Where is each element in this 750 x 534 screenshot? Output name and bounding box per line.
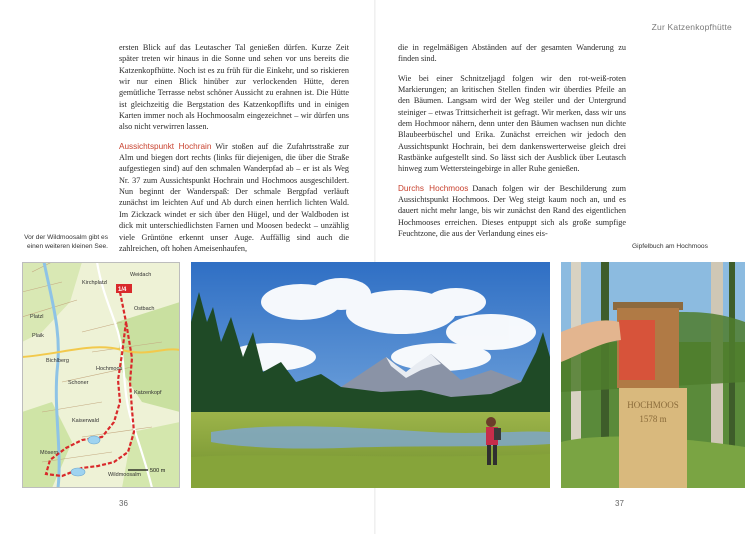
right-paragraph-3 — [398, 183, 626, 240]
left-paragraph-2 — [119, 141, 349, 254]
caption-left: Vor der Wildmoosalm gibt es einen weiteren kleinen See. — [24, 234, 108, 250]
map-label-weidach: Weidach — [130, 272, 152, 278]
left-paragraph-1: ersten Blick auf das Leutascher Tal genießen dürfen. Kurze Zeit später treten wir hinaus in die Sonne und sehen vor uns bereits die Katzenkopfhütte. Noch ist es zu früh für die Einkehr, und so riskieren wir nur einen Blick hinüber zur verlockenden Hütte, deren gemütliche Terrasse nebst schöner Aussicht zu erahnen ist. Die Hütte ist gleichzeitig die Bergstation des Katzenkopflifts und in einigen Karten immer noch als Hochmoosalm eingezeichnet – wir dürfen uns also nicht verwirren lassen. — [119, 43, 349, 132]
map-label-hochmoos: Hochmoos — [96, 366, 123, 372]
map-start-badge: 1/4 — [118, 287, 127, 293]
map-label-moesern: Mösern — [40, 450, 59, 456]
map-label-plaik: Plaik — [32, 333, 44, 339]
route-map — [22, 262, 180, 488]
section-heading-hochrain: Aussichtspunkt Hochrain — [119, 141, 212, 151]
right-paragraph-2: Wie bei einer Schnitzeljagd folgen wir den rot-weiß-roten Markierungen; an kritischen Stellen finden wir überdies Pfeile an den Bäumen. Langsam wird der Weg steiler und der Untergrund steiniger – etwas Trittsicherheit ist gefragt. Wir merken, dass wir uns dem Hochmoor nähern, denn unter den Bäumen wachsen nun dichte Blaubeerbüschel und Erika. Zunächst erreichen wir jedoch den Aussichtspunkt Hochrain, bei dem dankenswerterweise gleich drei Rastbänke aufgestellt sind. So lässt sich der Ausblick über Leutasch hinweg zum Wettersteingebirge in aller Ruhe genießen. — [398, 73, 626, 174]
sign-text-altitude: 1578 m — [639, 414, 667, 424]
right-text-column — [398, 42, 626, 248]
map-label-kirchplatzl: Kirchplatzl — [82, 280, 108, 286]
map-label-schoner: Schoner — [68, 380, 89, 386]
running-head: Zur Katzenkopfhütte — [651, 22, 732, 32]
section-heading-hochmoos: Durchs Hochmoos — [398, 183, 469, 193]
caption-right: Gipfelbuch am Hochmoos — [632, 243, 708, 250]
sign-text-hochmoos: HOCHMOOS — [627, 400, 679, 410]
map-label-wildmoosalm: Wildmoosalm — [108, 472, 142, 478]
map-label-platzl: Platzl — [30, 314, 44, 320]
right-paragraph-1: die in regelmäßigen Abständen auf der gesamten Wanderung zu finden sind. — [398, 43, 626, 64]
page-number-right: 37 — [615, 499, 624, 508]
photo-hochmoos-meadow — [191, 262, 550, 488]
map-scale-label: 500 m — [150, 468, 166, 474]
left-paragraph-2-text: Wir stoßen auf die Zufahrtsstraße zur Alm und biegen dort rechts (links für diejenigen, die über die Straße aufgestiegen sind) auf den schmalen Wanderpfad ab – er ist als Weg Nr. 37 zum Aussichtspunkt Hochrain und Hochmoos ausgeschildert. Nun beginnt der Wanderspaß: Der schmale Bergpfad verläuft zunächst im leichten Auf und Ab durch einen herrlich lichten Wald. Im Zickzack windet er sich über den Hügel, und der Waldboden ist dick mit unterschiedlichsten Farnen und Moosen bedeckt – unzählig viele Grüntöne erkennt unser Auge. Auffällig sind auch die zahlreichen, oft hohen Ameisenhaufen, — [119, 141, 349, 253]
photo-gipfelbuch — [561, 262, 745, 488]
page-number-left: 36 — [119, 499, 128, 508]
left-text-column — [119, 42, 349, 262]
map-label-katzenkopf: Katzenkopf — [134, 390, 162, 396]
right-paragraph-3-text: Danach folgen wir der Beschilderung zum Aussichtspunkt Hochmoos. Der Weg steigt kaum noch an, und es dauert nicht mehr lange, bis wir zunächst den Rand des eigentlichen Hochmooses erreichen. Dieses entpuppt sich als große sumpfige Feuchtzone, die aus der Verlandung eines eis- — [398, 183, 627, 239]
map-label-kaiserwald: Kaiserwald — [72, 418, 99, 424]
map-label-bichlberg: Bichlberg — [46, 358, 69, 364]
map-label-ostbach: Ostbach — [134, 306, 155, 312]
